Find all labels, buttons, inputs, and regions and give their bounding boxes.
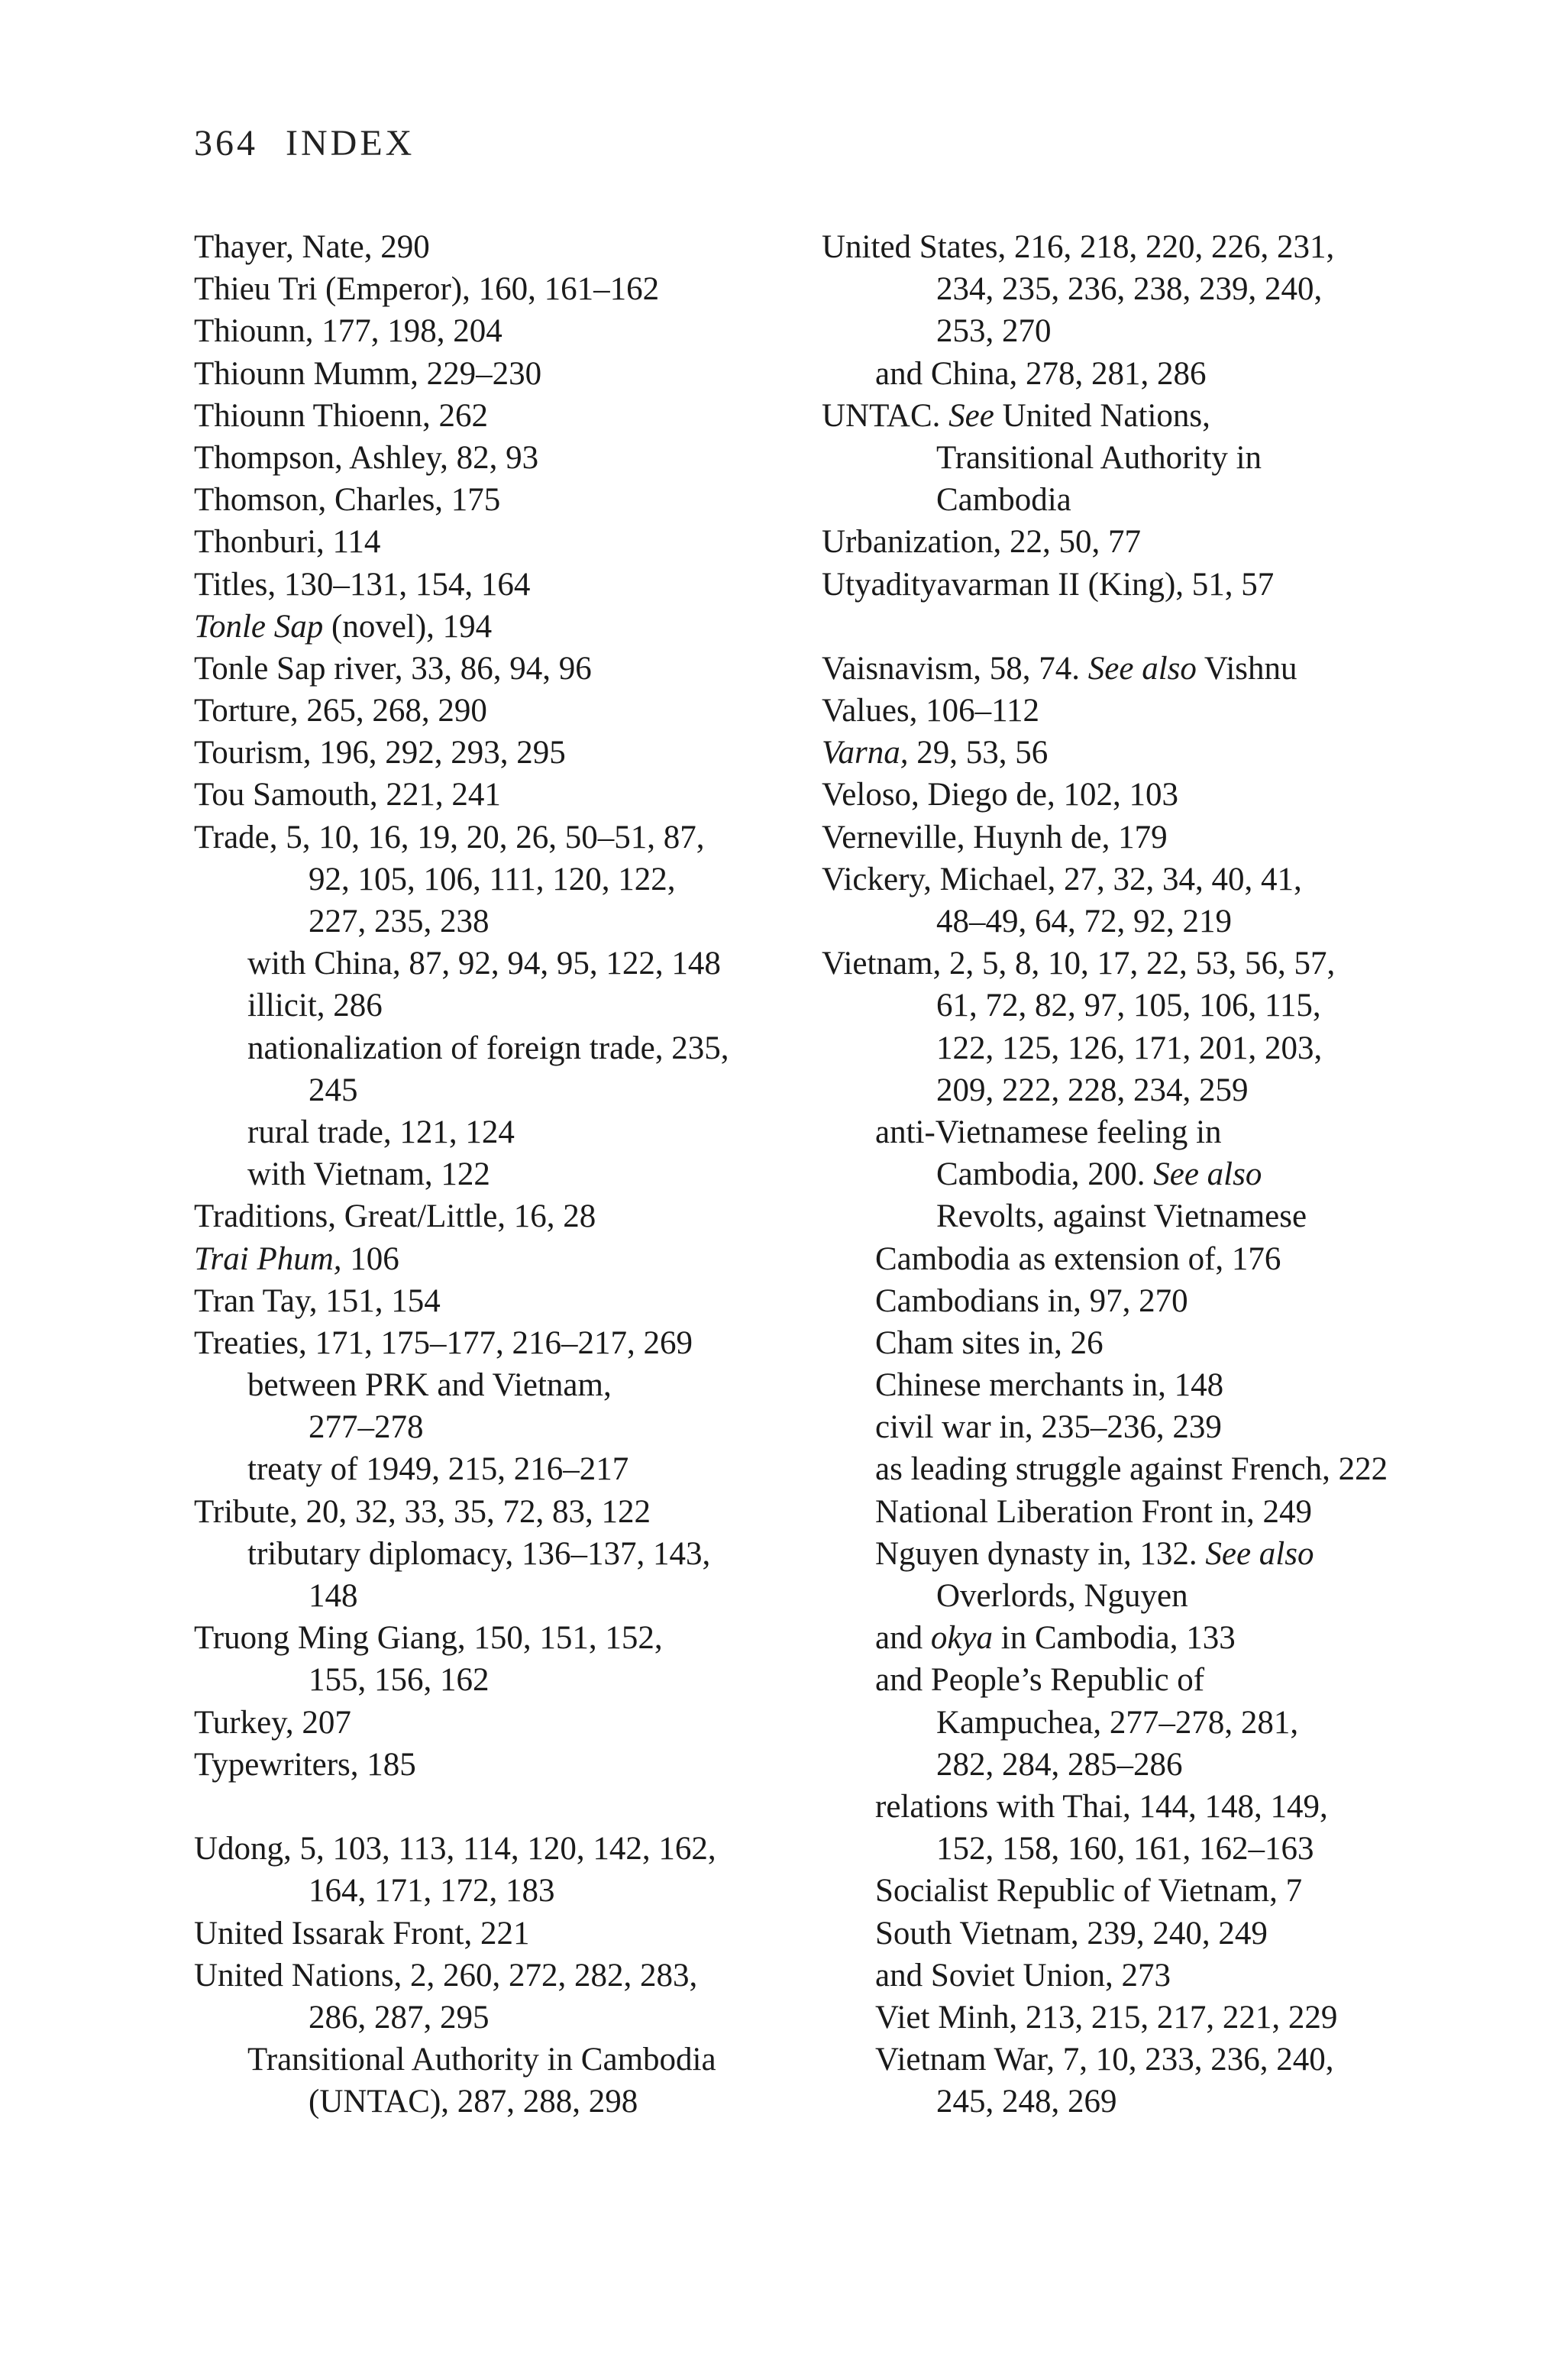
entry-text: 164, 171, 172, 183	[309, 1873, 555, 1909]
entry-text: See	[948, 397, 994, 434]
entry-text: Transitional Authority in Cambodia	[247, 2042, 716, 2078]
entry-text: Tran Tay, 151, 154	[194, 1282, 441, 1319]
entry-text: (UNTAC), 287, 288, 298	[309, 2084, 638, 2120]
index-subentry	[194, 1448, 805, 1490]
entry-text: Tonle Sap	[194, 608, 324, 645]
entry-text: See also	[1205, 1535, 1314, 1572]
entry-text: Vishnu	[1196, 650, 1297, 687]
entry-text: Cambodia	[936, 482, 1071, 519]
entry-text: United Nations,	[994, 397, 1210, 434]
entry-text: Vaisnavism, 58, 74.	[822, 650, 1088, 687]
index-continuation	[194, 1406, 805, 1448]
index-entry	[822, 732, 1478, 774]
entry-text: 282, 284, 285–286	[936, 1746, 1183, 1783]
entry-text: 245, 248, 269	[936, 2084, 1117, 2120]
entry-text: See also	[1087, 650, 1197, 687]
index-subentry	[194, 1153, 805, 1195]
entry-text: anti-Vietnamese feeling in	[875, 1114, 1222, 1150]
index-subentry	[822, 1786, 1478, 1828]
entry-text: Overlords, Nguyen	[936, 1578, 1188, 1614]
index-continuation	[822, 2081, 1478, 2123]
index-subentry	[822, 1617, 1478, 1659]
index-subentry	[822, 1448, 1478, 1490]
index-subentry	[822, 1406, 1478, 1448]
index-continuation	[822, 985, 1478, 1027]
entry-text: okya	[930, 1620, 994, 1657]
index-entry	[822, 648, 1478, 690]
entry-text: Veloso, Diego de, 102, 103	[822, 777, 1178, 813]
entry-text: 234, 235, 236, 238, 239, 240,	[936, 271, 1323, 308]
index-entry	[194, 606, 805, 648]
entry-text: United States, 216, 218, 220, 226, 231,	[822, 229, 1335, 265]
index-continuation	[194, 2081, 805, 2123]
entry-text: 48–49, 64, 72, 92, 219	[936, 904, 1232, 939]
entry-text: 209, 222, 228, 234, 259	[936, 1072, 1249, 1108]
entry-text: and	[875, 1620, 931, 1657]
index-entry	[194, 732, 805, 774]
index-entry	[194, 1913, 805, 1955]
index-subentry	[822, 1870, 1478, 1912]
entry-text: Urbanization, 22, 50, 77	[822, 524, 1141, 561]
entry-text: Cham sites in, 26	[875, 1324, 1104, 1361]
entry-text: Treaties, 171, 175–177, 216–217, 269	[194, 1324, 693, 1361]
entry-text: Viet Minh, 213, 215, 217, 221, 229	[875, 1999, 1338, 2036]
index-continuation	[194, 901, 805, 943]
index-entry	[194, 1195, 805, 1237]
entry-text: 155, 156, 162	[309, 1662, 490, 1699]
entry-text: Titles, 130–131, 154, 164	[194, 566, 531, 603]
index-subentry	[822, 2039, 1478, 2081]
entry-text: 148	[309, 1578, 358, 1614]
index-continuation	[194, 1870, 805, 1912]
index-continuation	[822, 1744, 1478, 1786]
index-continuation	[822, 268, 1478, 310]
entry-text: 227, 235, 238	[309, 904, 490, 939]
index-entry	[194, 437, 805, 479]
index-subentry	[822, 1280, 1478, 1322]
index-entry	[822, 395, 1478, 437]
entry-text: UNTAC.	[822, 397, 949, 434]
index-entry	[194, 1828, 805, 1870]
entry-text: South Vietnam, 239, 240, 249	[875, 1915, 1268, 1952]
entry-text: Transitional Authority in	[936, 439, 1262, 476]
index-entry	[194, 564, 805, 606]
index-continuation	[822, 1195, 1478, 1237]
index-subentry	[194, 985, 805, 1027]
entry-text: Chinese merchants in, 148	[875, 1367, 1224, 1404]
index-entry	[194, 1617, 805, 1659]
entry-text: Trai Phum,	[194, 1240, 342, 1277]
entry-text: Vietnam War, 7, 10, 233, 236, 240,	[875, 2042, 1334, 2078]
entry-text: Thayer, Nate, 290	[194, 229, 430, 265]
index-subentry	[822, 1322, 1478, 1364]
index-subentry	[822, 1997, 1478, 2039]
entry-text: Varna,	[822, 735, 909, 771]
entry-text: United Issarak Front, 221	[194, 1915, 530, 1952]
entry-text: Nguyen dynasty in, 132.	[875, 1535, 1206, 1572]
entry-text: Thiounn Thioenn, 262	[194, 397, 488, 434]
index-continuation	[822, 479, 1478, 521]
index-entry	[194, 1955, 805, 1997]
index-entry	[194, 817, 805, 859]
entry-text: Vickery, Michael, 27, 32, 34, 40, 41,	[822, 861, 1302, 897]
entry-text: 122, 125, 126, 171, 201, 203,	[936, 1030, 1323, 1066]
index-continuation	[822, 437, 1478, 479]
index-entry	[194, 521, 805, 563]
index-entry	[194, 268, 805, 310]
index-subentry	[194, 2039, 805, 2081]
entry-text: with Vietnam, 122	[247, 1156, 490, 1193]
index-continuation	[822, 1069, 1478, 1111]
index-continuation	[822, 310, 1478, 352]
entry-text: 245	[309, 1072, 358, 1108]
index-entry	[822, 774, 1478, 816]
index-entry	[194, 1238, 805, 1280]
index-entry	[194, 1702, 805, 1744]
entry-text: civil war in, 235–236, 239	[875, 1409, 1222, 1446]
index-continuation	[822, 1828, 1478, 1870]
entry-text: Tourism, 196, 292, 293, 295	[194, 735, 566, 771]
index-subentry	[822, 1955, 1478, 1997]
index-entry	[822, 226, 1478, 268]
entry-text: and China, 278, 281, 286	[875, 355, 1207, 392]
index-entry	[194, 479, 805, 521]
entry-text: 92, 105, 106, 111, 120, 122,	[309, 861, 676, 897]
index-subentry	[194, 943, 805, 985]
entry-text: (novel), 194	[323, 608, 493, 645]
index-subentry	[822, 1659, 1478, 1701]
entry-text: Utyadityavarman II (King), 51, 57	[822, 566, 1275, 603]
index-continuation	[822, 901, 1478, 943]
entry-text: Turkey, 207	[194, 1704, 351, 1741]
entry-text: 253, 270	[936, 313, 1052, 350]
index-entry	[822, 943, 1478, 985]
entry-text: in Cambodia, 133	[993, 1620, 1236, 1657]
index-subentry	[822, 1111, 1478, 1153]
index-continuation	[822, 1702, 1478, 1744]
page-title: INDEX	[286, 123, 415, 163]
index-subentry	[822, 1491, 1478, 1533]
index-column-right	[822, 226, 1478, 2123]
index-entry	[194, 774, 805, 816]
entry-text: Vietnam, 2, 5, 8, 10, 17, 22, 53, 56, 57,	[822, 946, 1336, 982]
index-subentry	[194, 1364, 805, 1406]
entry-text: Traditions, Great/Little, 16, 28	[194, 1198, 596, 1235]
index-subentry	[822, 353, 1478, 395]
entry-text: See also	[1153, 1156, 1262, 1193]
section-gap	[194, 1786, 805, 1828]
entry-text: Cambodia as extension of, 176	[875, 1240, 1281, 1277]
index-entry	[822, 521, 1478, 563]
entry-text: Tou Samouth, 221, 241	[194, 777, 501, 813]
entry-text: 277–278	[309, 1409, 424, 1446]
entry-text: Cambodians in, 97, 270	[875, 1282, 1188, 1319]
entry-text: as leading struggle against French, 222	[875, 1451, 1388, 1488]
entry-text: with China, 87, 92, 94, 95, 122, 148	[247, 946, 721, 982]
index-continuation	[194, 1997, 805, 2039]
entry-text: Trade, 5, 10, 16, 19, 20, 26, 50–51, 87,	[194, 819, 705, 855]
entry-text: National Liberation Front in, 249	[875, 1493, 1313, 1530]
index-subentry	[194, 1111, 805, 1153]
entry-text: and People’s Republic of	[875, 1662, 1205, 1699]
index-entry	[822, 859, 1478, 901]
entry-text: United Nations, 2, 260, 272, 282, 283,	[194, 1957, 698, 1994]
entry-text: relations with Thai, 144, 148, 149,	[875, 1788, 1328, 1825]
entry-text: treaty of 1949, 215, 216–217	[247, 1451, 629, 1488]
index-entry	[194, 690, 805, 732]
index-entry	[194, 353, 805, 395]
index-subentry	[822, 1364, 1478, 1406]
entry-text: Revolts, against Vietnamese	[936, 1198, 1307, 1235]
entry-text: 61, 72, 82, 97, 105, 106, 115,	[936, 988, 1321, 1024]
entry-text: 29, 53, 56	[908, 735, 1049, 771]
entry-text: Thieu Tri (Emperor), 160, 161–162	[194, 271, 660, 308]
index-entry	[194, 1491, 805, 1533]
entry-text: Thomson, Charles, 175	[194, 482, 501, 519]
index-entry	[194, 648, 805, 690]
entry-text: Cambodia, 200.	[936, 1156, 1154, 1193]
index-entry	[822, 564, 1478, 606]
entry-text: Thiounn Mumm, 229–230	[194, 355, 542, 392]
index-continuation	[194, 1659, 805, 1701]
index-entry	[194, 395, 805, 437]
index-entry	[194, 310, 805, 352]
entry-text: 286, 287, 295	[309, 1999, 490, 2036]
index-entry	[194, 1744, 805, 1786]
entry-text: Thiounn, 177, 198, 204	[194, 313, 502, 350]
index-continuation	[822, 1575, 1478, 1617]
entry-text: illicit, 286	[247, 988, 383, 1024]
entry-text: Thonburi, 114	[194, 524, 381, 561]
index-continuation	[194, 1069, 805, 1111]
index-entry	[822, 817, 1478, 859]
entry-text: Typewriters, 185	[194, 1746, 416, 1783]
entry-text: 152, 158, 160, 161, 162–163	[936, 1831, 1314, 1867]
index-continuation	[194, 859, 805, 901]
index-continuation	[194, 1575, 805, 1617]
section-gap	[822, 606, 1478, 648]
index-subentry	[822, 1913, 1478, 1955]
entry-text: and Soviet Union, 273	[875, 1957, 1171, 1994]
entry-text: Verneville, Huynh de, 179	[822, 819, 1168, 855]
entry-text: 106	[341, 1240, 399, 1277]
entry-text: rural trade, 121, 124	[247, 1114, 515, 1150]
running-header	[194, 122, 415, 164]
index-subentry	[194, 1533, 805, 1575]
entry-text: Kampuchea, 277–278, 281,	[936, 1704, 1299, 1741]
index-entry	[194, 1280, 805, 1322]
entry-text: Tonle Sap river, 33, 86, 94, 96	[194, 650, 592, 687]
index-entry	[194, 1322, 805, 1364]
entry-text: Tribute, 20, 32, 33, 35, 72, 83, 122	[194, 1493, 651, 1530]
entry-text: Torture, 265, 268, 290	[194, 693, 487, 729]
index-entry	[194, 226, 805, 268]
index-subentry	[822, 1533, 1478, 1575]
page-number: 364	[194, 123, 258, 163]
entry-text: Thompson, Ashley, 82, 93	[194, 439, 539, 476]
entry-text: Udong, 5, 103, 113, 114, 120, 142, 162,	[194, 1831, 716, 1867]
entry-text: Values, 106–112	[822, 693, 1040, 729]
index-subentry	[822, 1238, 1478, 1280]
entry-text: between PRK and Vietnam,	[247, 1367, 612, 1404]
entry-text: nationalization of foreign trade, 235,	[247, 1030, 729, 1066]
index-entry	[822, 690, 1478, 732]
index-column-left	[194, 226, 805, 2123]
entry-text: Socialist Republic of Vietnam, 7	[875, 1873, 1303, 1909]
entry-text: Truong Ming Giang, 150, 151, 152,	[194, 1620, 663, 1657]
entry-text: tributary diplomacy, 136–137, 143,	[247, 1535, 711, 1572]
index-continuation	[822, 1027, 1478, 1069]
index-continuation	[822, 1153, 1478, 1195]
index-subentry	[194, 1027, 805, 1069]
